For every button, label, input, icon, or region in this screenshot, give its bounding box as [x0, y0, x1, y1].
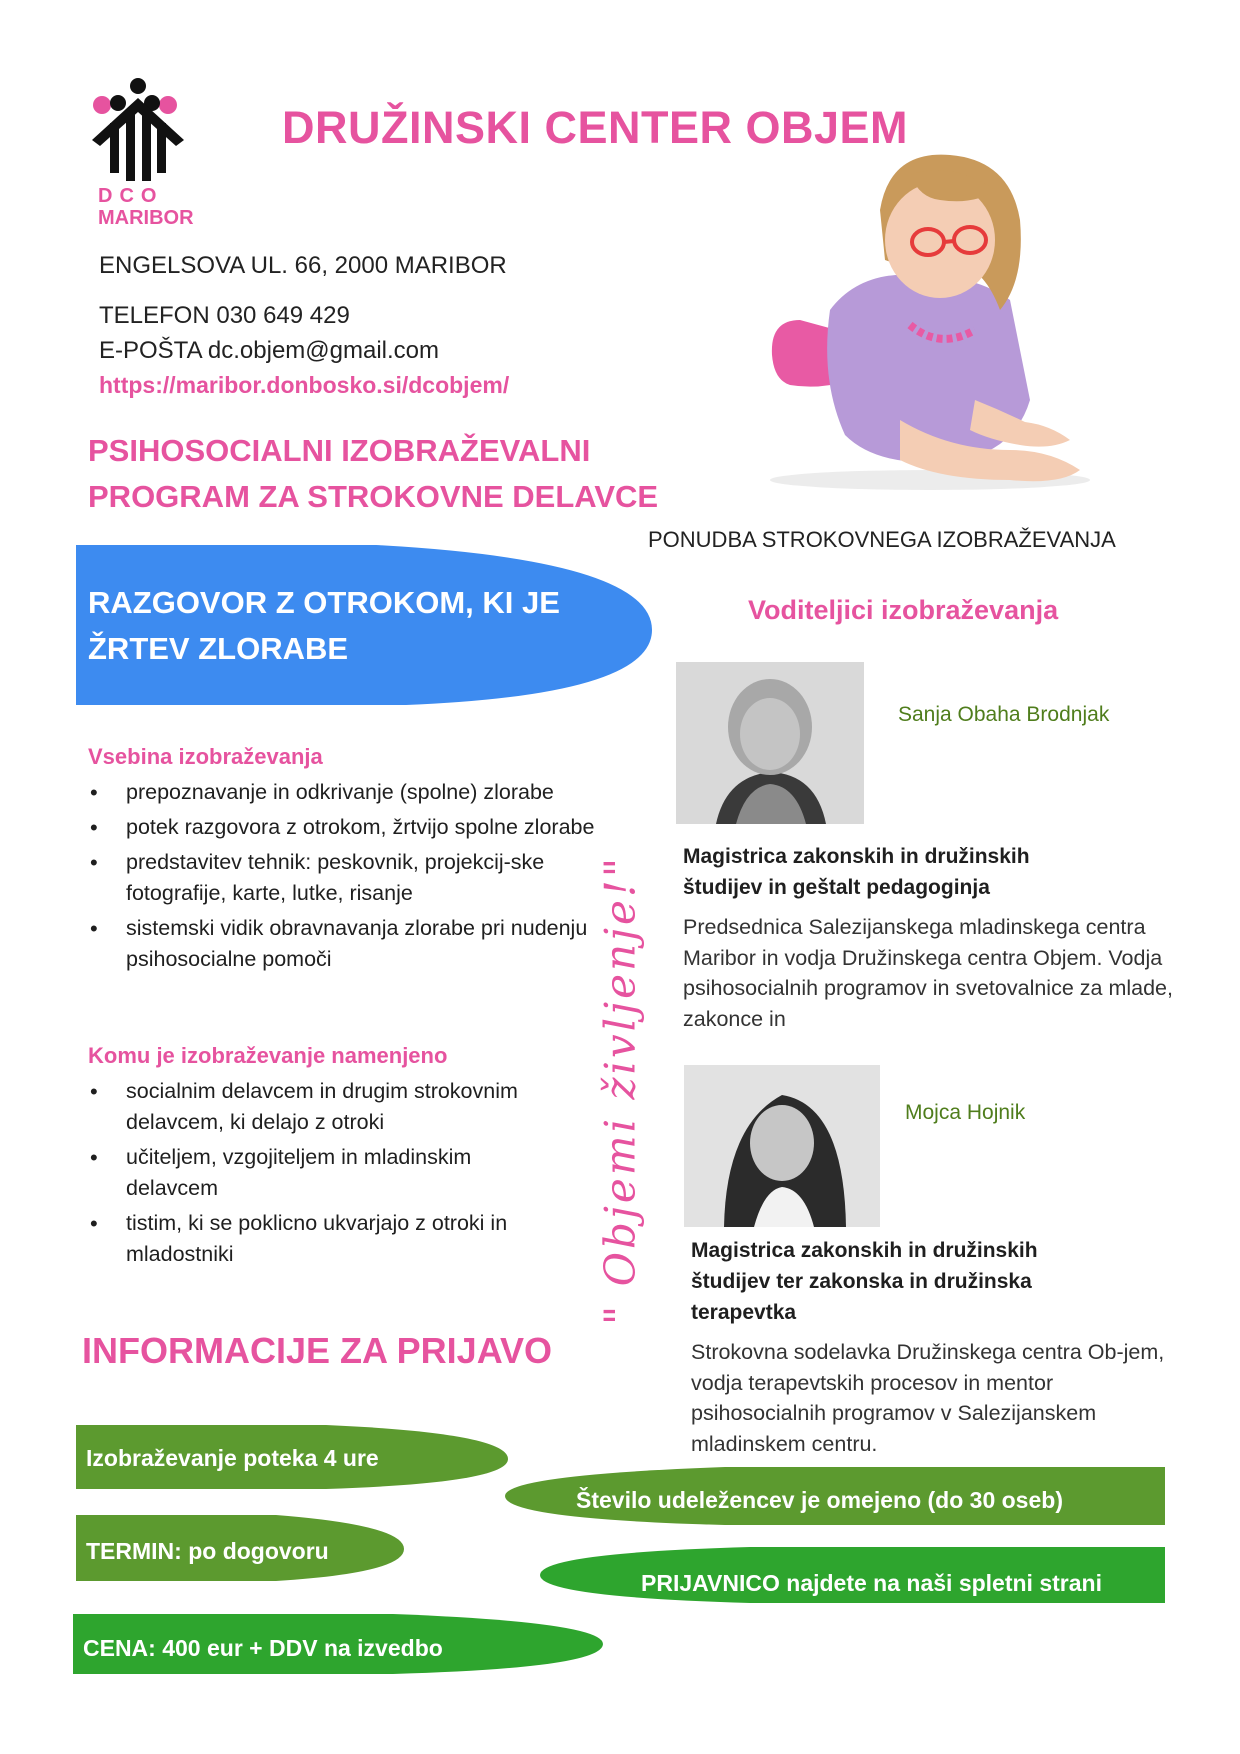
program-title-line2: PROGRAM ZA STROKOVNE DELAVCE — [88, 479, 659, 514]
family-figures-icon — [92, 78, 212, 228]
list-item: • tistim, ki se poklicno ukvarjajo z otroki in mladostniki — [88, 1208, 568, 1270]
trainer-name: Mojca Hojnik — [905, 1101, 1026, 1124]
slogan: " Objemi življenje!" — [595, 854, 645, 1326]
price-text: CENA: 400 eur + DDV na izvedbo — [83, 1635, 443, 1661]
dco-logo — [92, 78, 212, 228]
audience-list — [88, 1076, 568, 1274]
topic-title-line2: ŽRTEV ZLORABE — [88, 631, 349, 666]
email[interactable]: E-POŠTA dc.objem@gmail.com — [99, 337, 440, 364]
content-heading: Vsebina izobraževanja — [88, 744, 323, 769]
info-heading: INFORMACIJE ZA PRIJAVO — [82, 1330, 553, 1371]
list-item: • sistemski vidik obravnavanja zlorabe pri nudenju psihosocialne pomoči — [88, 913, 608, 975]
logo-line2: MARIBOR — [98, 207, 194, 228]
website-link[interactable]: https://maribor.donbosko.si/dcobjem/ — [99, 372, 510, 398]
trainer-title: Magistrica zakonskih in družinskih študijev ter zakonska in družinska terapevtka — [691, 1239, 1038, 1324]
address: ENGELSOVA UL. 66, 2000 MARIBOR — [99, 252, 507, 279]
list-item: • socialnim delavcem in drugim strokovnim delavcem, ki delajo z otroki — [88, 1076, 568, 1138]
duration-text: Izobraževanje poteka 4 ure — [86, 1445, 379, 1471]
child-photo — [760, 150, 1100, 495]
logo-line1: DCO — [98, 185, 164, 207]
trainer-photo — [684, 1065, 880, 1227]
list-item: • potek razgovora z otrokom, žrtvijo spolne zlorabe — [88, 812, 608, 843]
trainer-description: Predsednica Salezijanskega mladinskega centra Maribor in vodja Družinskega centra Objem. Vodja psihosocialnih programov in svetovalnice za mlade, zakonce in — [683, 915, 1173, 1031]
trainer-name: Sanja Obaha Brodnjak — [898, 703, 1110, 726]
topic-title — [88, 580, 560, 672]
list-item: • učiteljem, vzgojiteljem in mladinskim delavcem — [88, 1142, 568, 1204]
content-list — [88, 777, 608, 979]
program-title-line1: PSIHOSOCIALNI IZOBRAŽEVALNI — [88, 433, 591, 468]
topic-title-line1: RAZGOVOR Z OTROKOM, KI JE — [88, 585, 560, 620]
trainer-description: Strokovna sodelavka Družinskega centra Ob-jem, vodja terapevtskih procesov in mentor psihosocialnih programov v Salezijanskem mladinskem centru. — [691, 1340, 1165, 1456]
list-item: • predstavitev tehnik: peskovnik, projekcij-ske fotografije, karte, lutke, risanje — [88, 847, 608, 909]
program-title — [88, 428, 658, 520]
offer-label: PONUDBA STROKOVNEGA IZOBRAŽEVANJA — [648, 527, 1116, 552]
trainer-title: Magistrica zakonskih in družinskih študijev in geštalt pedagoginja — [683, 845, 1030, 899]
page-title: DRUŽINSKI CENTER OBJEM — [282, 102, 909, 153]
participants-text: Število udeležencev je omejeno (do 30 oseb) — [576, 1487, 1063, 1513]
audience-heading: Komu je izobraževanje namenjeno — [88, 1043, 448, 1068]
trainers-heading: Voditeljici izobraževanja — [748, 595, 1059, 625]
application-text[interactable]: PRIJAVNICO najdete na naši spletni strani — [641, 1570, 1102, 1596]
list-item: • prepoznavanje in odkrivanje (spolne) zlorabe — [88, 777, 608, 808]
term-text: TERMIN: po dogovoru — [86, 1538, 329, 1564]
phone: TELEFON 030 649 429 — [99, 302, 350, 329]
trainer-photo — [676, 662, 864, 824]
